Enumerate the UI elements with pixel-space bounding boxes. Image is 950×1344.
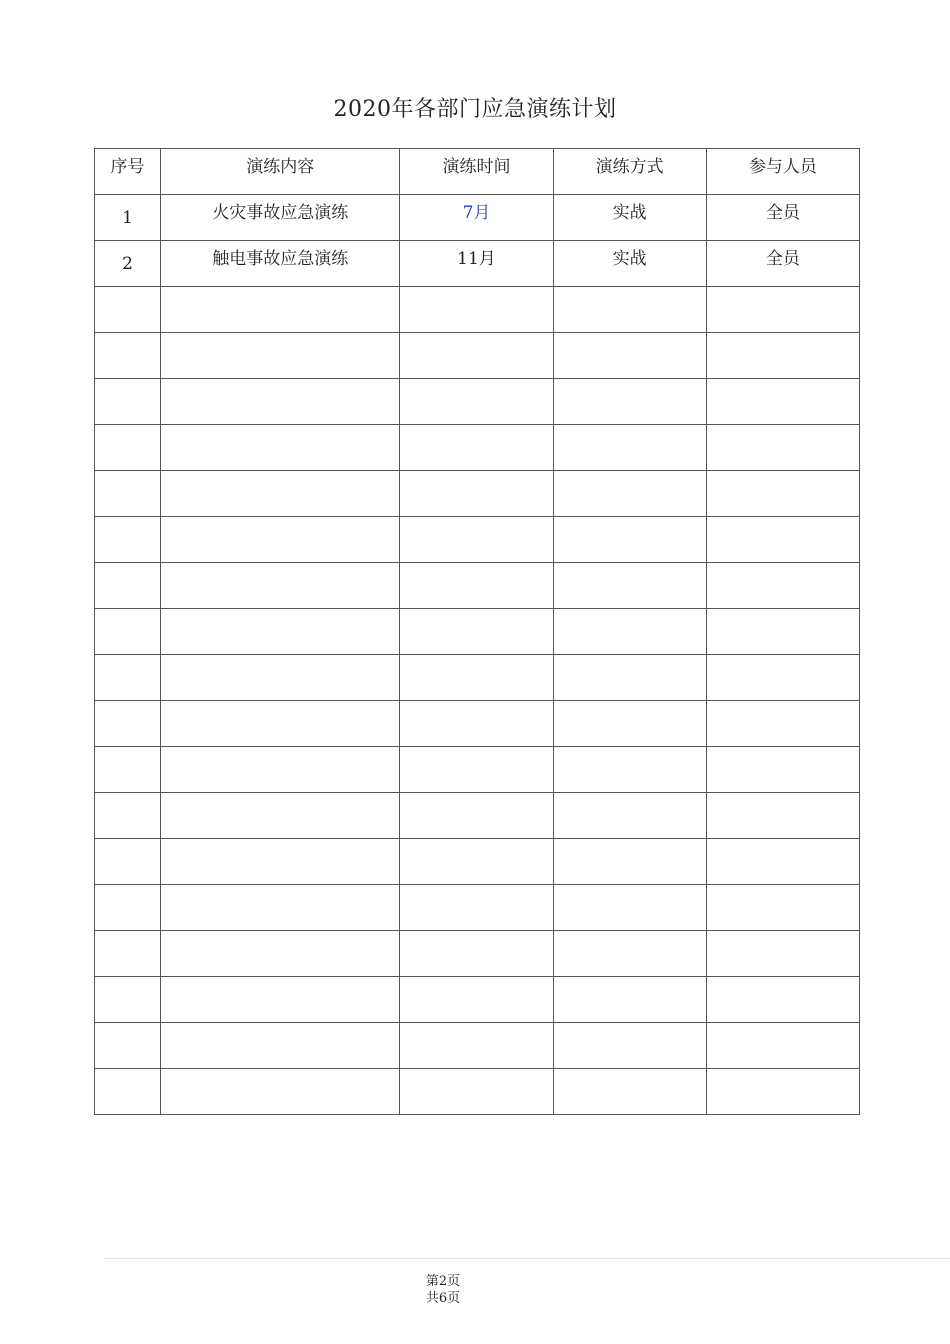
table-row xyxy=(95,195,860,241)
page-count: 共6页 xyxy=(425,1291,461,1306)
cell-mode xyxy=(553,333,706,379)
cell-seq xyxy=(95,425,161,471)
cell-people xyxy=(706,333,859,379)
cell-content xyxy=(161,977,400,1023)
cell-mode xyxy=(553,701,706,747)
cell-mode xyxy=(553,425,706,471)
table-row xyxy=(95,793,860,839)
cell-people xyxy=(706,517,859,563)
cell-time xyxy=(400,333,553,379)
cell-content xyxy=(161,839,400,885)
cell-time xyxy=(400,563,553,609)
table-row xyxy=(95,333,860,379)
cell-seq xyxy=(95,655,161,701)
cell-time xyxy=(400,287,553,333)
cell-mode xyxy=(553,931,706,977)
table-row xyxy=(95,471,860,517)
cell-mode xyxy=(553,471,706,517)
row-number xyxy=(95,563,160,571)
cell-mode xyxy=(553,747,706,793)
cell-people xyxy=(706,793,859,839)
table-row xyxy=(95,241,860,287)
row-number xyxy=(95,793,160,801)
table-row xyxy=(95,609,860,655)
cell-people xyxy=(706,425,859,471)
cell-seq xyxy=(95,609,161,655)
cell-seq xyxy=(95,977,161,1023)
cell-time xyxy=(400,609,553,655)
row-number xyxy=(95,839,160,847)
cell-seq xyxy=(95,839,161,885)
cell-seq xyxy=(95,931,161,977)
cell-time xyxy=(400,1023,553,1069)
cell-seq xyxy=(95,517,161,563)
table-row xyxy=(95,747,860,793)
row-number xyxy=(95,471,160,479)
table-row xyxy=(95,839,860,885)
cell-people xyxy=(706,1023,859,1069)
cell-content xyxy=(161,609,400,655)
row-number xyxy=(95,287,160,295)
footer-divider xyxy=(104,1258,950,1259)
cell-content: 触电事故应急演练 xyxy=(161,241,400,287)
cell-people xyxy=(706,747,859,793)
cell-mode xyxy=(553,287,706,333)
cell-content xyxy=(161,885,400,931)
cell-mode xyxy=(553,839,706,885)
cell-content xyxy=(161,1069,400,1115)
cell-content xyxy=(161,379,400,425)
row-number xyxy=(95,379,160,387)
cell-mode xyxy=(553,1069,706,1115)
cell-seq xyxy=(95,287,161,333)
cell-people xyxy=(706,655,859,701)
header-time: 演练时间 xyxy=(400,149,553,195)
cell-people xyxy=(706,931,859,977)
table-row xyxy=(95,977,860,1023)
table-row xyxy=(95,1023,860,1069)
row-number xyxy=(95,609,160,617)
cell-time xyxy=(400,839,553,885)
cell-seq xyxy=(95,195,161,241)
cell-people xyxy=(706,563,859,609)
cell-time xyxy=(400,379,553,425)
cell-time xyxy=(400,425,553,471)
row-number xyxy=(95,747,160,755)
cell-content xyxy=(161,701,400,747)
cell-time xyxy=(400,701,553,747)
cell-time xyxy=(400,793,553,839)
header-content: 演练内容 xyxy=(161,149,400,195)
table-row xyxy=(95,425,860,471)
cell-content xyxy=(161,425,400,471)
cell-people xyxy=(706,287,859,333)
cell-content xyxy=(161,747,400,793)
cell-people xyxy=(706,471,859,517)
row-number xyxy=(95,655,160,663)
cell-mode xyxy=(553,977,706,1023)
table-row xyxy=(95,931,860,977)
cell-people xyxy=(706,839,859,885)
cell-people xyxy=(706,1069,859,1115)
page-title: 2020年各部门应急演练计划 xyxy=(333,97,617,122)
cell-time xyxy=(400,655,553,701)
row-number xyxy=(95,1023,160,1031)
cell-seq xyxy=(95,885,161,931)
cell-people: 全员 xyxy=(706,195,859,241)
row-number xyxy=(95,333,160,341)
cell-mode: 实战 xyxy=(553,241,706,287)
cell-seq xyxy=(95,379,161,425)
cell-people xyxy=(706,701,859,747)
cell-time: 7月 xyxy=(400,195,553,241)
cell-mode xyxy=(553,655,706,701)
table-row xyxy=(95,701,860,747)
cell-content xyxy=(161,517,400,563)
cell-content xyxy=(161,287,400,333)
cell-seq xyxy=(95,471,161,517)
table-header-row xyxy=(95,149,860,195)
header-people: 参与人员 xyxy=(706,149,859,195)
cell-content xyxy=(161,333,400,379)
table-row xyxy=(95,287,860,333)
row-number xyxy=(95,977,160,985)
table-row xyxy=(95,379,860,425)
row-number xyxy=(95,425,160,433)
cell-content xyxy=(161,1023,400,1069)
cell-mode: 实战 xyxy=(553,195,706,241)
cell-content xyxy=(161,931,400,977)
page-footer xyxy=(0,1273,886,1307)
row-number xyxy=(95,517,160,525)
cell-time: 11月 xyxy=(400,241,553,287)
row-number xyxy=(95,1069,160,1077)
row-number xyxy=(95,701,160,709)
header-seq: 序号 xyxy=(95,149,161,195)
cell-seq xyxy=(95,1069,161,1115)
drill-plan-table xyxy=(94,148,860,1115)
cell-time xyxy=(400,885,553,931)
cell-mode xyxy=(553,793,706,839)
cell-time xyxy=(400,1069,553,1115)
cell-people xyxy=(706,609,859,655)
cell-mode xyxy=(553,609,706,655)
row-number: 2 xyxy=(122,254,133,274)
cell-mode xyxy=(553,1023,706,1069)
cell-content xyxy=(161,471,400,517)
row-number xyxy=(95,931,160,939)
cell-mode xyxy=(553,379,706,425)
page-number: 第2页 xyxy=(425,1274,461,1289)
cell-seq xyxy=(95,747,161,793)
table-row xyxy=(95,563,860,609)
table-row xyxy=(95,517,860,563)
table-row xyxy=(95,885,860,931)
header-mode: 演练方式 xyxy=(553,149,706,195)
cell-time xyxy=(400,517,553,563)
cell-content xyxy=(161,655,400,701)
cell-time xyxy=(400,471,553,517)
table-body xyxy=(95,195,860,1115)
cell-seq xyxy=(95,701,161,747)
row-number xyxy=(95,885,160,893)
cell-people: 全员 xyxy=(706,241,859,287)
cell-content xyxy=(161,563,400,609)
row-number: 1 xyxy=(122,208,133,228)
table-row xyxy=(95,1069,860,1115)
cell-mode xyxy=(553,885,706,931)
cell-mode xyxy=(553,563,706,609)
cell-content xyxy=(161,793,400,839)
cell-people xyxy=(706,379,859,425)
cell-seq xyxy=(95,241,161,287)
cell-time xyxy=(400,931,553,977)
cell-seq xyxy=(95,563,161,609)
cell-people xyxy=(706,885,859,931)
cell-mode xyxy=(553,517,706,563)
cell-time xyxy=(400,977,553,1023)
table-row xyxy=(95,655,860,701)
cell-content: 火灾事故应急演练 xyxy=(161,195,400,241)
cell-seq xyxy=(95,793,161,839)
cell-seq xyxy=(95,1023,161,1069)
cell-seq xyxy=(95,333,161,379)
cell-people xyxy=(706,977,859,1023)
cell-time xyxy=(400,747,553,793)
